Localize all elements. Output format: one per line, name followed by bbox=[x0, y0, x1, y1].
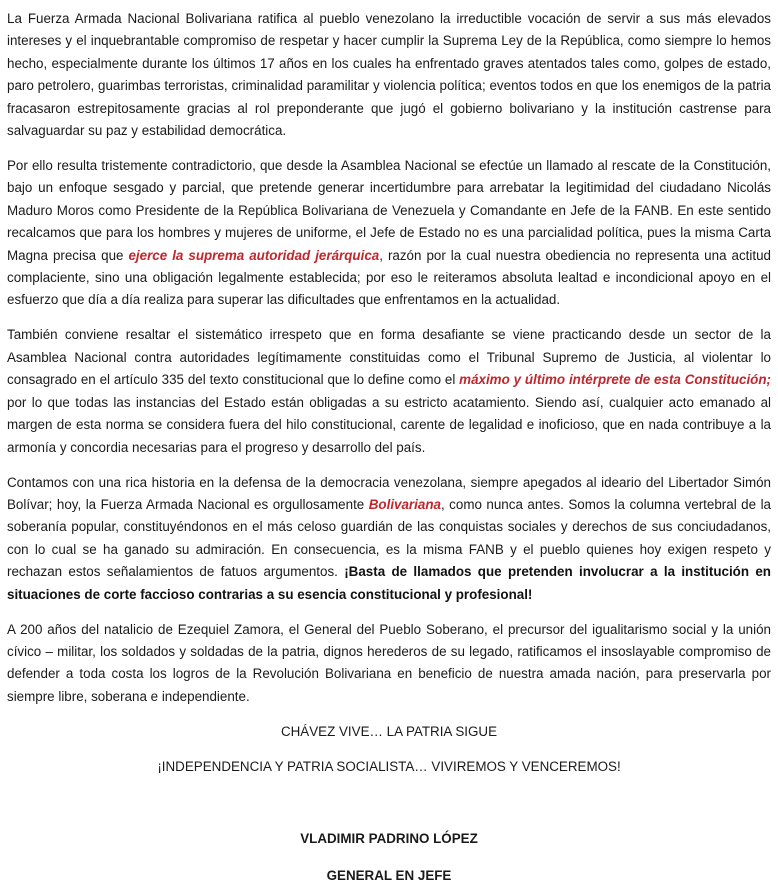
paragraph-text: por lo que todas las instancias del Estado están obligadas a su estricto acatamiento. Siendo así, cualquier acto emanado al margen de esta norma se considera fuera del hilo constitucional, carente de legalidad e inoficioso, que en nada contribuye a la armonía y concordia necesarias para el progreso y desarrollo del país. bbox=[7, 394, 771, 455]
signatory-title: GENERAL EN JEFE bbox=[326, 867, 452, 883]
highlighted-quote: máximo y último intérprete de esta Constitución; bbox=[459, 372, 771, 388]
paragraph-p5 bbox=[7, 619, 771, 709]
paragraph-p4 bbox=[7, 472, 771, 606]
paragraph-p2 bbox=[7, 155, 771, 312]
paragraph-text: Contamos con una rica historia en la defensa de la democracia venezolana, siempre apegados al ideario del Libertador Simón Bolívar; hoy, la Fuerza Armada Nacional es orgullosamente bbox=[7, 474, 771, 512]
paragraph-text: La Fuerza Armada Nacional Bolivariana ratifica al pueblo venezolano la irreductible vocación de servir a sus más elevados intereses y el inquebrantable compromiso de respetar y hacer cumplir la Suprema Ley de la República, como siempre lo hemos hecho, especialmente durante los últimos 17 años en los cuales ha enfrentado graves atentados tales como, golpes de estado, paro petrolero, guarimbas terroristas, criminalidad paramilitar y violencia política; eventos todos en que los enemigos de la patria fracasaron estrepitosamente gracias al rol preponderante que jugó el gobierno bolivariano y la institución castrense para salvaguardar su paz y estabilidad democrática. bbox=[7, 11, 771, 139]
signatory-name: VLADIMIR PADRINO LÓPEZ bbox=[300, 831, 478, 847]
body-paragraphs bbox=[7, 8, 771, 708]
paragraph-text: Por ello resulta tristemente contradictorio, que desde la Asamblea Nacional se efectúe un llamado al rescate de la Constitución, bajo un enfoque sesgado y parcial, que pretende generar incertidumbre para arrebatar la legitimidad del ciudadano Nicolás Maduro Moros como Presidente de la República Bolivariana de Venezuela y Comandante en Jefe de la FANB. En este sentido recalcamos que para los hombres y mujeres de uniforme, el Jefe de Estado no es una parcialidad política, pues la misma Carta Magna precisa que bbox=[7, 158, 771, 263]
emphasis-text: ¡Basta de llamados que pretenden involucrar a la institución en situaciones de corte faccioso contrarias a su esencia constitucional y profesional! bbox=[7, 564, 771, 602]
paragraph-p1 bbox=[7, 8, 771, 142]
paragraph-text: También conviene resaltar el sistemático irrespeto que en forma desafiante se viene practicando desde un sector de la Asamblea Nacional contra autoridades legítimamente constituidas como el Tribunal Supremo de Justicia, al violentar lo consagrado en el artículo 335 del texto constitucional que lo define como el bbox=[7, 327, 771, 388]
slogan-independencia: ¡INDEPENDENCIA Y PATRIA SOCIALISTA… VIVIREMOS Y VENCEREMOS! bbox=[157, 758, 621, 774]
highlighted-quote: ejerce la suprema autoridad jerárquica bbox=[128, 247, 380, 263]
highlighted-quote: Bolivariana bbox=[368, 496, 441, 512]
paragraph-text: , como nunca antes. Somos la columna vertebral de la soberanía popular, constituyéndonos en el más celoso guardián de las conquistas sociales y derechos de sus conciudadanos, con lo cual se ha ganado su admiración. En consecuencia, es la misma FANB y el pueblo quienes hoy exigen respeto y rechazan estos señalamientos de fatuos argumentos. bbox=[7, 496, 771, 580]
paragraph-text: A 200 años del natalicio de Ezequiel Zamora, el General del Pueblo Soberano, el precursor del igualitarismo social y la unión cívico – militar, los soldados y soldadas de la patria, dignos herederos de su legado, ratificamos el insoslayable compromiso de defender a toda costa los logros de la Revolución Bolivariana en beneficio de nuestra amada nación, para preservarla por siempre libre, soberana e independiente. bbox=[7, 621, 771, 704]
slogan-chavez-vive: CHÁVEZ VIVE… LA PATRIA SIGUE bbox=[280, 723, 498, 739]
paragraph-p3 bbox=[7, 324, 771, 458]
signature-block bbox=[7, 828, 771, 887]
paragraph-text: , razón por la cual nuestra obediencia no representa una actitud complaciente, sino una obligación legalmente establecida; por eso le reiteramos absoluta lealtad e incondicional apoyo en el esfuerzo que día a día realiza para superar las dificultades que enfrentamos en la actualidad. bbox=[7, 247, 771, 308]
